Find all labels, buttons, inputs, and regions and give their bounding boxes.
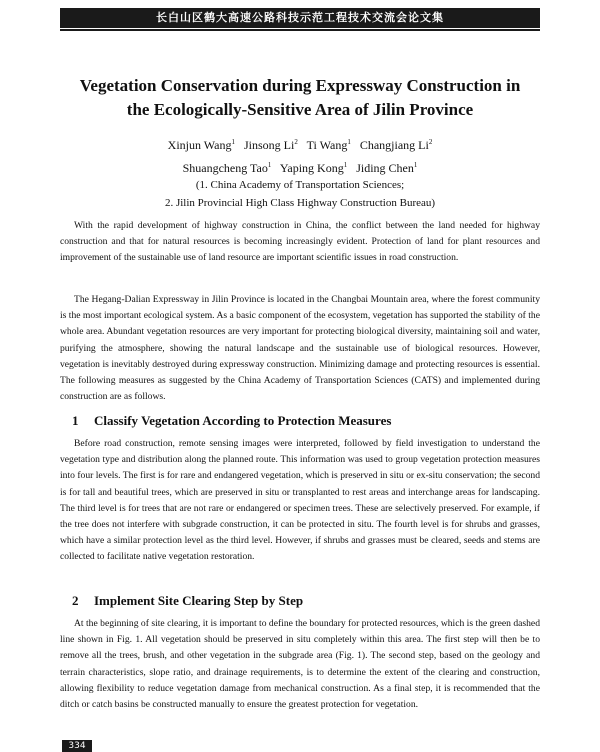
author-name: Changjiang Li xyxy=(359,138,429,152)
author-affil-mark: 2 xyxy=(428,138,433,146)
section-number: 1 xyxy=(72,413,79,428)
author-list xyxy=(40,132,560,178)
author-affil-mark: 2 xyxy=(294,138,298,146)
affiliation-line-1: (1. China Academy of Transportation Sciences; xyxy=(195,179,405,191)
author-affil-mark: 1 xyxy=(267,161,272,169)
author-affil-mark: 1 xyxy=(347,138,351,146)
section-number: 2 xyxy=(72,593,79,608)
author-name: Jiding Chen xyxy=(356,161,414,175)
author-name: Yaping Kong xyxy=(279,161,344,175)
section-title: Implement Site Clearing Step by Step xyxy=(94,593,304,608)
paragraph-intro: With the rapid development of highway construction in China, the conflict between the land needed for highway construction and that for natural resources is becoming increasingly evident. Protection of land for plant resources and improvement of the sustainable use of land resource are important scientific issues in road construction. xyxy=(60,220,540,264)
affiliations xyxy=(40,176,560,212)
title-line-1: Vegetation Conservation during Expressway Construction in xyxy=(79,76,521,95)
author-name: Jinsong Li xyxy=(243,138,295,152)
author-name: Xinjun Wang xyxy=(167,138,232,152)
running-header: 长白山区鹤大高速公路科技示范工程技术交流会论文集 xyxy=(60,8,540,28)
author-name: Ti Wang xyxy=(306,138,348,152)
paper-title xyxy=(30,74,570,122)
author-line-2 xyxy=(40,155,560,178)
author-affil-mark: 1 xyxy=(413,161,418,169)
affiliation-line-2: 2. Jilin Provincial High Class Highway Construction Bureau) xyxy=(164,197,436,209)
section-title: Classify Vegetation According to Protection Measures xyxy=(94,413,392,428)
section-heading-1 xyxy=(72,412,532,430)
author-affil-mark: 1 xyxy=(343,161,348,169)
author-name: Shuangcheng Tao xyxy=(182,161,268,175)
author-line-1 xyxy=(40,132,560,155)
header-rule xyxy=(60,29,540,31)
page-number: 334 xyxy=(62,740,92,752)
author-affil-mark: 1 xyxy=(231,138,235,146)
paragraph-classify: Before road construction, remote sensing images were interpreted, followed by field investigation to understand the vegetation type and distribution along the planned route. This information was used to group vegetation protection measures into four levels. The first is for rare and endangered vegetation, which is preserved in situ or ex-situ conservation; the second is for tall and beautiful trees, which are preserved in situ or transplanted to rest areas and interchange areas for landscaping. The third level is for trees that are not rare or endangered or specimen trees. These are selectively preserved. For example, if the tree does not interfere with subgrade construction, it can be protected in situ. The fourth level is for shrubs and grasses, which have a similar protection level as the third level. However, if shrubs and grasses must be cleared, seeds and stems are collected to facilitate native vegetation restoration. xyxy=(60,438,540,563)
title-line-2: the Ecologically-Sensitive Area of Jilin Province xyxy=(126,100,474,119)
paragraph-site-clearing: At the beginning of site clearing, it is important to define the boundary for protected resources, which is the green dashed line shown in Fig. 1. All vegetation should be preserved in situ completely within this area. The first step will then be to remove all the trees, brush, and other vegetation in the subgrade area (Fig. 1). The second step, based on the geology and terrain characteristics, slope ratio, and drainage requirements, is to determine the extent of the clearing and construction, allowing flexibility to reduce vegetation damage from mechanical construction. As a final step, it is recommended that the ditch or catch basins be constructed manually to ensure the greatest protection for vegetation. xyxy=(60,618,540,711)
section-heading-2 xyxy=(72,592,532,610)
paragraph-background: The Hegang-Dalian Expressway in Jilin Province is located in the Changbai Mountain area, where the forest community is the most important ecological system. As a basic component of the ecosystem, vegetation has supported the stability of the whole area. Abundant vegetation resources are very important for protecting biological diversity, maintaining soil and water, purifying the atmosphere, showing the natural landscape and the sustainable use of biological resources. However, vegetation is inevitably destroyed during expressway construction. Minimizing damage and protecting resources is essential. The following measures as suggested by the China Academy of Transportation Sciences (CATS) and implemented during construction are as follows. xyxy=(60,294,540,403)
